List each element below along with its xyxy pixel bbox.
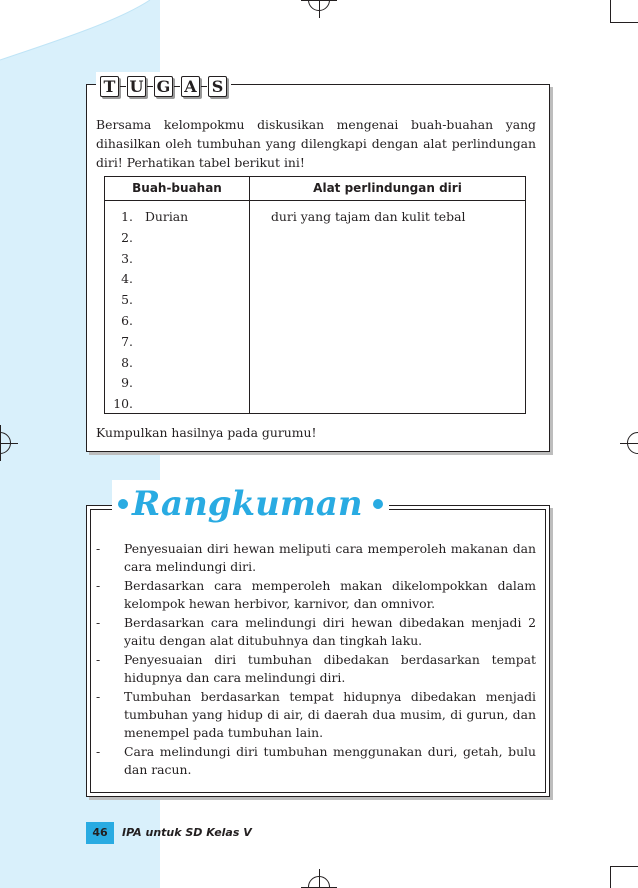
registration-mark-icon bbox=[308, 876, 330, 888]
column-header-fruit: Buah-buahan bbox=[132, 181, 222, 195]
fruit-cell: Durian bbox=[145, 209, 189, 224]
list-item: - Cara melindungi diri tumbuhan menggunakan duri, getah, bulu dan racun. bbox=[96, 744, 536, 777]
bullet-dot-icon bbox=[373, 499, 383, 509]
registration-mark-icon bbox=[627, 432, 638, 454]
list-item: - Penyesuaian diri tumbuhan dibedakan berdasarkan tempat hidupnya dan cara melindungi diri. bbox=[96, 652, 536, 685]
registration-mark-icon bbox=[308, 0, 330, 11]
list-item: - Berdasarkan cara melindungi diri hewan dibedakan menjadi 2 yaitu dengan alat ditubuhnya dan tingkah laku. bbox=[96, 615, 536, 648]
tugas-letter: G bbox=[154, 76, 173, 97]
list-item: - Berdasarkan cara memperoleh makan dikelompokkan dalam kelompok hewan herbivor, karnivor, dan omnivor. bbox=[96, 578, 536, 611]
rangkuman-title: Rangkuman bbox=[132, 484, 363, 524]
table-row: 1. Durian duri yang tajam dan kulit tebal bbox=[105, 207, 525, 228]
column-header-protection: Alat perlindungan diri bbox=[313, 181, 462, 195]
tugas-letter: T bbox=[100, 76, 119, 97]
table-row: 9. bbox=[121, 375, 133, 391]
table-row: 3. bbox=[121, 250, 133, 266]
rangkuman-list bbox=[96, 540, 536, 780]
crop-mark bbox=[610, 22, 638, 23]
crop-mark bbox=[610, 866, 611, 888]
list-item: - Penyesuaian diri hewan meliputi cara memperoleh makanan dan cara melindungi diri. bbox=[96, 541, 536, 574]
fruit-protection-table bbox=[104, 176, 526, 414]
table-row: 4. bbox=[121, 271, 133, 287]
table-row: 7. bbox=[121, 333, 133, 349]
table-body bbox=[105, 207, 525, 415]
tugas-letter: S bbox=[208, 76, 227, 97]
table-row: 2. bbox=[121, 229, 133, 245]
tugas-letter: U bbox=[127, 76, 146, 97]
rangkuman-heading bbox=[112, 480, 389, 528]
table-row: 6. bbox=[121, 312, 133, 328]
tugas-intro: Bersama kelompokmu diskusikan mengenai buah-buahan yang dihasilkan oleh tumbuhan yang dilengkapi dengan alat perlindungan diri! Perhatikan tabel berikut ini! bbox=[96, 117, 536, 170]
tugas-letter: A bbox=[181, 76, 200, 97]
protection-cell: duri yang tajam dan kulit tebal bbox=[271, 209, 466, 224]
tugas-title bbox=[96, 72, 231, 100]
tugas-closing: Kumpulkan hasilnya pada gurumu! bbox=[96, 425, 317, 440]
bullet-dot-icon bbox=[118, 499, 128, 509]
page-number: 46 bbox=[86, 822, 114, 844]
table-row: 10. bbox=[113, 396, 133, 412]
list-item: - Tumbuhan berdasarkan tempat hidupnya dibedakan menjadi tumbuhan yang hidup di air, di daerah dua musim, di gurun, dan menempel pada tumbuhan lain. bbox=[96, 689, 536, 740]
crop-mark bbox=[610, 866, 638, 867]
table-header bbox=[105, 177, 525, 201]
crop-mark bbox=[610, 0, 611, 22]
book-title: IPA untuk SD Kelas V bbox=[122, 826, 252, 839]
table-row: 5. bbox=[121, 292, 133, 308]
table-row: 8. bbox=[121, 354, 133, 370]
